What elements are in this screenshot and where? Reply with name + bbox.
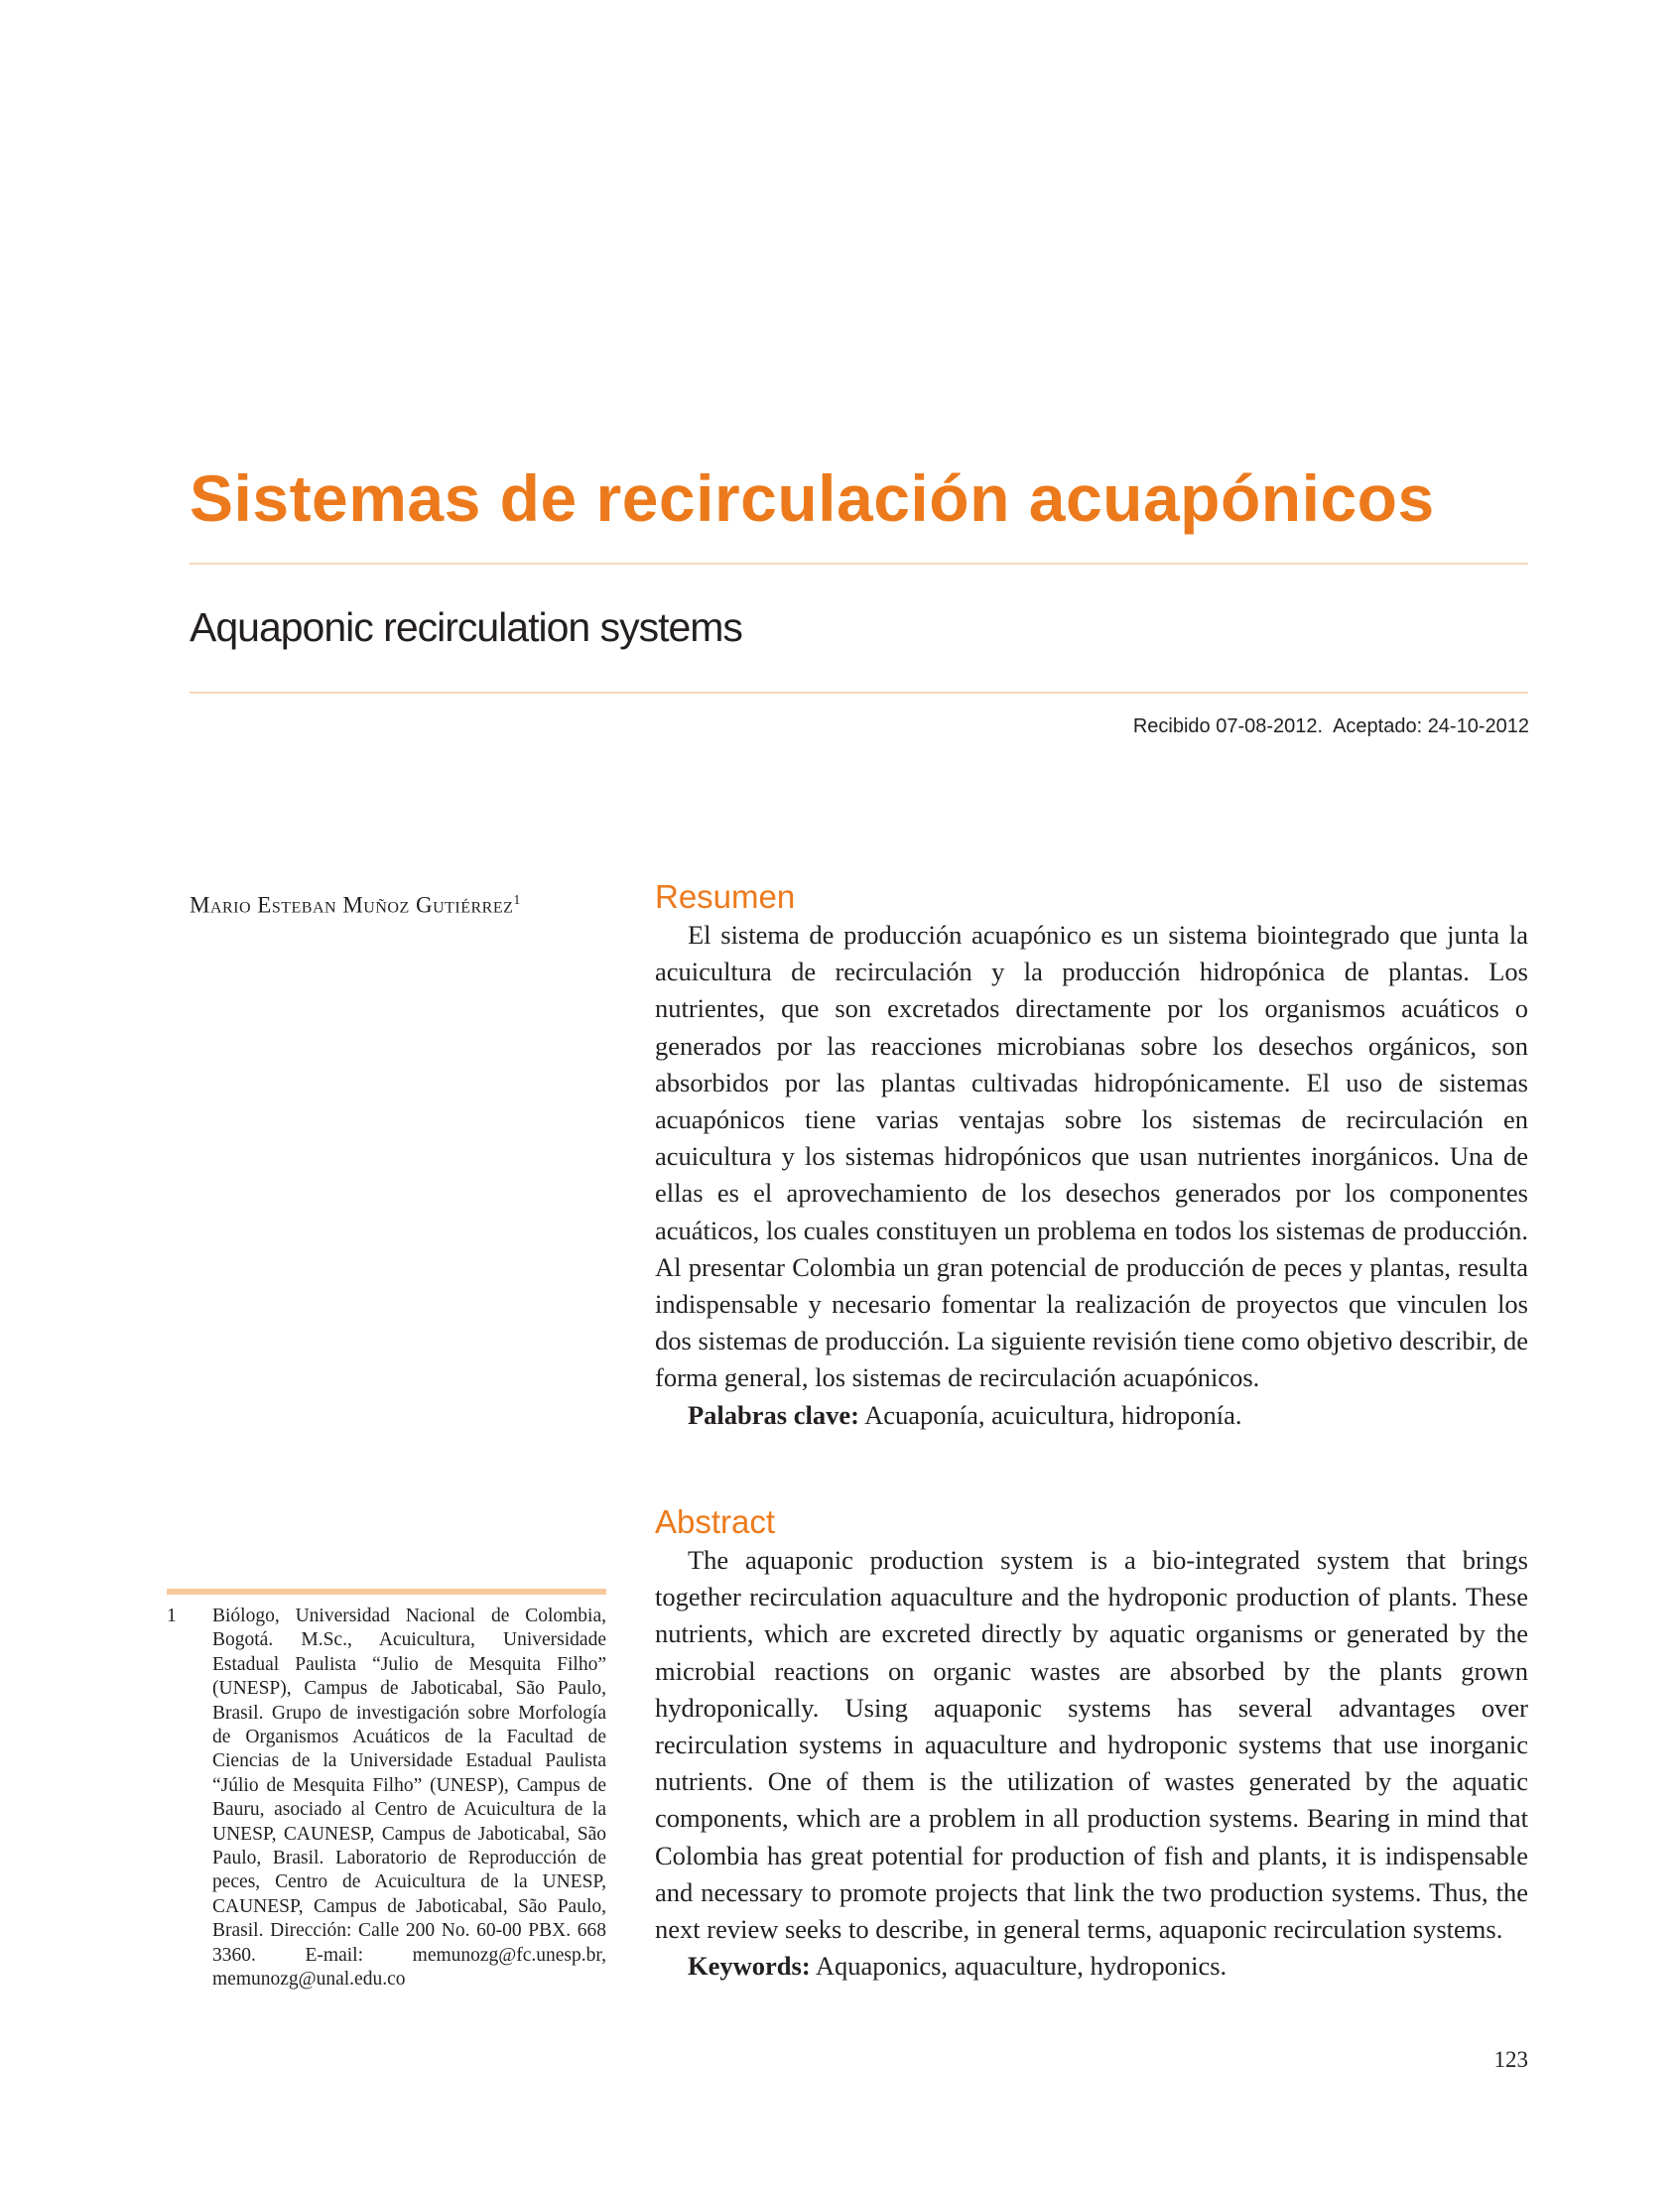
abstract-section <box>655 1502 1528 1985</box>
footnote-number: 1 <box>167 1606 177 1626</box>
article-subtitle: Aquaponic recirculation systems <box>190 604 742 650</box>
resumen-heading: Resumen <box>655 878 796 915</box>
article-title: Sistemas de recirculación acuapónicos <box>190 461 1435 535</box>
author-line <box>190 885 521 922</box>
abstract-keywords-value: Aquaponics, aquaculture, hydroponics. <box>815 1951 1228 1982</box>
accepted-date: Aceptado: 24-10-2012 <box>1333 715 1529 737</box>
abstract-text: The aquaponic production system is a bio-integrated system that brings together recirculation aquaculture and the hydroponic production of plants. These nutrients, which are excreted directly by aquatic organisms or generated by the microbial reactions on organic wastes are absorbed by the plants grown hydroponically. Using aquaponic systems has several advantages over recirculation systems in aquaculture and hydroponic systems that use inorganic nutrients. One of them is the utilization of wastes generated by the aquatic components, which are a problem in all production systems. Bearing in mind that Colombia has great potential for production of fish and plants, it is indispensable and necessary to promote projects that link the two production systems. Thus, the next review seeks to describe, in general terms, aquaponic recirculation systems. <box>655 1545 1528 1945</box>
submission-dates <box>1133 712 1529 740</box>
resumen-keywords-value: Acuaponía, acuicultura, hidroponía. <box>864 1399 1242 1430</box>
title-divider <box>190 563 1528 565</box>
page-number: 123 <box>1493 2047 1528 2072</box>
author-name: Mario Esteban Muñoz Gutiérrez <box>190 892 514 918</box>
footnote-text: Biólogo, Universidad Nacional de Colombia, Bogotá. M.Sc., Acuicultura, Universidade Estadual Paulista “Julio de Mesquita Filho” (UNESP), Campus de Jaboticabal, São Paulo, Brasil. Grupo de investigación sobre Morfología de Organismos Acuáticos de la Facultad de Ciencias de la Universidade Estadual Paulista “Júlio de Mesquita Filho” (UNESP), Campus de Bauru, asociado al Centro de Acuicultura de la UNESP, CAUNESP, Campus de Jaboticabal, São Paulo, Brasil. Laboratorio de Reproducción de peces, Centro de Acuicultura de la UNESP, CAUNESP, Campus de Jaboticabal, São Paulo, Brasil. Dirección: Calle 200 No. 60-00 PBX. 668 3360. E-mail: memunozg@fc.unesp.br, memunozg@unal.edu.co <box>212 1606 606 1991</box>
received-date: Recibido 07-08-2012. <box>1132 715 1324 737</box>
abstract-keywords-label: Keywords: <box>688 1951 811 1982</box>
author-footnote-mark: 1 <box>513 893 521 908</box>
footnote-divider <box>167 1589 606 1595</box>
author-footnote <box>167 1605 606 1993</box>
subtitle-divider <box>190 692 1528 694</box>
abstract-heading: Abstract <box>655 1503 776 1540</box>
resumen-text: El sistema de producción acuapónico es un sistema biointegrado que junta la acuicultura de recirculación y la producción hidropónica de plantas. Los nutrientes, que son excretados directamente por los organismos acuáticos o generados por las reacciones microbianas sobre los desechos orgánicos, son absorbidos por las plantas cultivadas hidropónicamente. El uso de sistemas acuapónicos tiene varias ventajas sobre los sistemas de recirculación en acuicultura y los sistemas hidropónicos que usan nutrientes inorgánicos. Una de ellas es el aprovechamiento de los desechos generados por los componentes acuáticos, los cuales constituyen un problema en todos los sistemas de producción. Al presentar Colombia un gran potencial de producción de peces y plantas, resulta indispensable y necesario fomentar la realización de proyectos que vinculen los dos sistemas de producción. La siguiente revisión tiene como objetivo describir, de forma general, los sistemas de recirculación acuapónicos. <box>655 920 1528 1393</box>
resumen-section <box>655 877 1528 1434</box>
resumen-keywords-label: Palabras clave: <box>688 1399 859 1430</box>
abstract-keywords <box>655 1948 1528 1985</box>
resumen-keywords <box>655 1397 1528 1434</box>
